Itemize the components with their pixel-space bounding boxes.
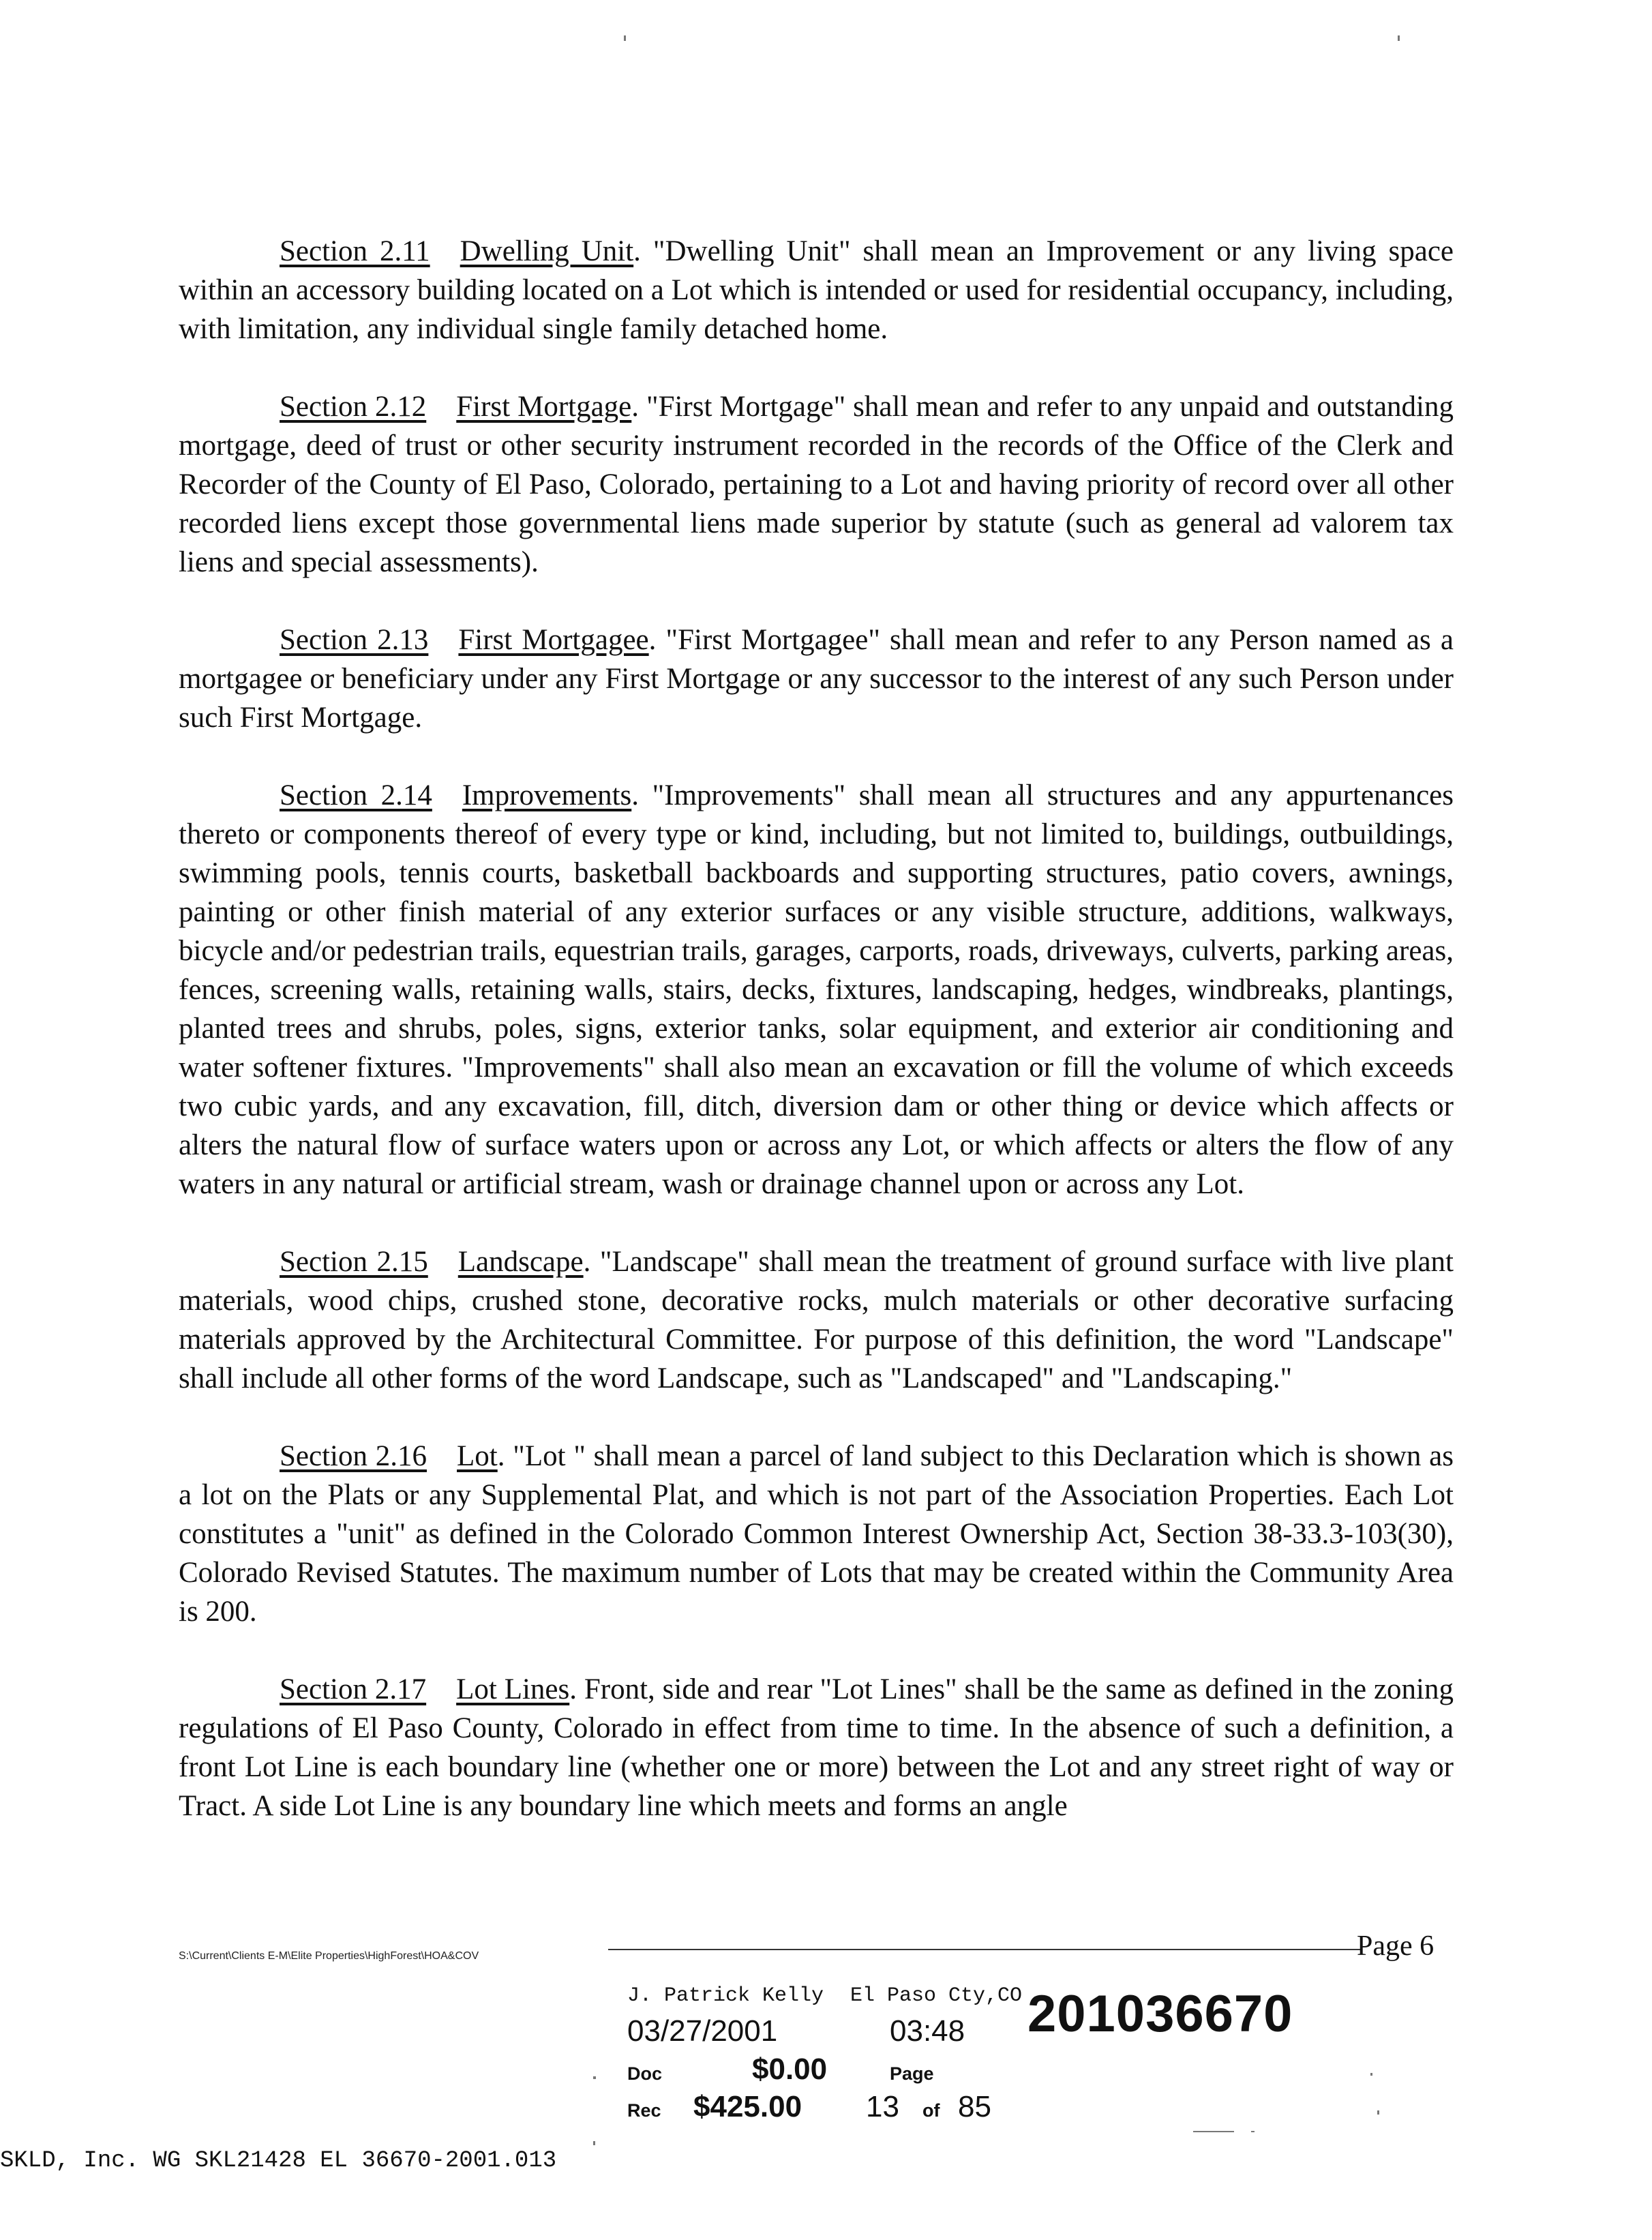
section-text: . "Lot " shall mean a parcel of land subject to this Declaration which is shown as a lot on the Plats or any Supplemental Plat, and which is not part of the Association Properties. Each Lot constitutes a "unit" as defined in the Colorado Common Interest Ownership Act, Section 38-33.3-103(30), Colorado Revised Statutes. The maximum number of Lots that may be created within the Community Area is 200. xyxy=(179,1440,1454,1628)
stamp-of-word: of xyxy=(922,2100,940,2121)
scan-speck xyxy=(1370,2073,1372,2076)
section-2-15 xyxy=(179,1242,1454,1398)
section-title: Landscape xyxy=(457,1246,584,1278)
section-2-11 xyxy=(179,232,1454,348)
section-title: Dwelling Unit xyxy=(460,235,634,267)
section-number: Section 2.12 xyxy=(280,391,427,423)
section-number: Section 2.17 xyxy=(280,1673,427,1705)
stamp-doc-label: Doc xyxy=(627,2063,663,2084)
stamp-page-word: Page xyxy=(890,2063,934,2084)
section-2-16 xyxy=(179,1437,1454,1631)
scan-speck xyxy=(1193,2131,1234,2132)
scan-speck xyxy=(624,35,626,41)
stamp-doc-fee: $0.00 xyxy=(752,2052,828,2086)
stamp-recorder: J. Patrick Kelly xyxy=(627,1984,824,2007)
section-title: Lot Lines xyxy=(456,1673,570,1705)
section-title: First Mortgagee xyxy=(458,624,649,656)
section-text: . "First Mortgage" shall mean and refer to any unpaid and outstanding mortgage, deed of trust or other security instrument recorded in the records of the Office of the Clerk and Recorder of the County of El Paso, Colorado, pertaining to a Lot and having priority of record over all other recorded liens except those governmental liens made superior by statute (such as general ad valorem tax liens and special assessments). xyxy=(179,391,1454,578)
file-path: S:\Current\Clients E-M\Elite Properties\HighForest\HOA&COV xyxy=(179,1950,479,1962)
section-2-14 xyxy=(179,776,1454,1204)
section-number: Section 2.11 xyxy=(280,235,430,267)
stamp-rec-fee: $425.00 xyxy=(693,2090,802,2123)
stamp-page-total: 85 xyxy=(958,2090,991,2123)
stamp-page-number: 13 xyxy=(866,2090,899,2123)
stamp-time: 03:48 xyxy=(890,2014,965,2048)
section-2-13 xyxy=(179,621,1454,737)
document-body xyxy=(179,232,1454,1864)
section-text: . "Improvements" shall mean all structures and any appurtenances thereto or components thereof of every type or kind, including, but not limited to, buildings, outbuildings, swimming pools, tennis courts, basketball backboards and supporting structures, patio covers, awnings, painting or other finish material of any exterior surfaces or any visible structure, additions, walkways, bicycle and/or pedestrian trails, equestrian trails, garages, carports, roads, driveways, culverts, parking areas, fences, screening walls, retaining walls, stairs, decks, fixtures, landscaping, hedges, windbreaks, plantings, planted trees and shrubs, poles, signs, exterior tanks, solar equipment, and exterior air conditioning and water softener fixtures. "Improvements" shall also mean an excavation or fill the volume of which exceeds two cubic yards, and any excavation, fill, ditch, diversion dam or other thing or device which affects or alters the natural flow of surface waters upon or across any Lot, or which affects or alters the flow of any waters in any natural or artificial stream, wash or drainage channel upon or across any Lot. xyxy=(179,779,1454,1200)
stamp-county: El Paso Cty,CO xyxy=(850,1984,1023,2007)
section-text: . "Dwelling Unit" shall mean an Improvement or any living space within an accessory building located on a Lot which is intended or used for residential occupancy, including, with limitation, any individual single family detached home. xyxy=(179,235,1454,345)
section-text: . Front, side and rear "Lot Lines" shall be the same as defined in the zoning regulations of El Paso County, Colorado in effect from time to time. In the absence of such a definition, a front Lot Line is each boundary line (whether one or more) between the Lot and any street right of way or Tract. A side Lot Line is any boundary line which meets and forms an angle xyxy=(179,1673,1454,1822)
recording-stamp xyxy=(610,1984,1360,2148)
footer-rule xyxy=(608,1949,1362,1950)
section-2-12 xyxy=(179,387,1454,582)
page-label: Page 6 xyxy=(1357,1930,1435,1962)
stamp-reception-number: 201036670 xyxy=(1027,1985,1293,2043)
document-code: SKLD, Inc. WG SKL21428 EL 36670-2001.013 xyxy=(0,2148,557,2174)
section-text: . "First Mortgagee" shall mean and refer to any Person named as a mortgagee or beneficiary under any First Mortgage or any successor to the interest of any such Person under such First Mortgage. xyxy=(179,624,1454,734)
scan-speck xyxy=(593,2076,596,2079)
scan-speck xyxy=(593,2141,595,2145)
section-number: Section 2.13 xyxy=(280,624,429,656)
scan-speck xyxy=(1398,35,1400,41)
section-title: First Mortgage xyxy=(456,391,632,423)
section-number: Section 2.15 xyxy=(280,1246,428,1278)
section-number: Section 2.14 xyxy=(280,779,432,811)
section-title: Improvements xyxy=(462,779,632,811)
section-text: . "Landscape" shall mean the treatment of ground surface with live plant materials, wood chips, crushed stone, decorative rocks, mulch materials or other decorative surfacing materials approved by the Architectural Committee. For purpose of this definition, the word "Landscape" shall include all other forms of the word Landscape, such as "Landscaped" and "Landscaping." xyxy=(179,1246,1454,1394)
stamp-rec-label: Rec xyxy=(627,2100,661,2121)
section-2-17 xyxy=(179,1670,1454,1825)
section-number: Section 2.16 xyxy=(280,1440,427,1472)
scan-speck xyxy=(1377,2110,1379,2115)
section-title: Lot xyxy=(457,1440,498,1472)
scan-speck xyxy=(1251,2131,1255,2132)
stamp-date: 03/27/2001 xyxy=(627,2014,778,2048)
